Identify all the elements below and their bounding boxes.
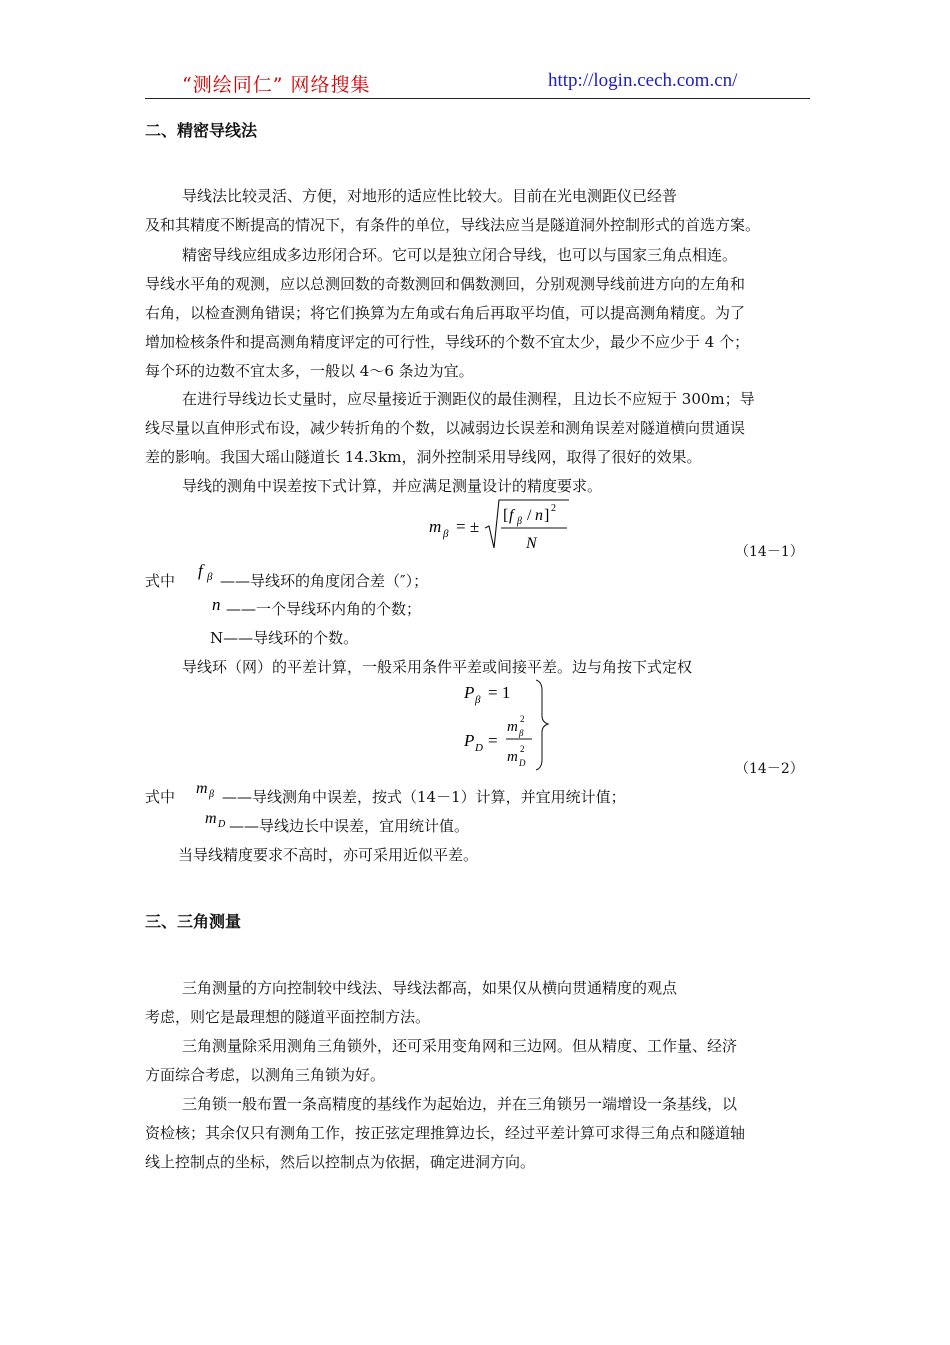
section-2-title: 二、精密导线法 [145,121,258,140]
paragraph-line: 考虑，则它是最理想的隧道平面控制方法。 [145,1008,431,1026]
svg-text:β: β [519,728,524,738]
paragraph-line: 精密导线应组成多边形闭合环。它可以是独立闭合导线，也可以与国家三角点相连。 [182,246,738,264]
paragraph-line: 右角，以检查测角错误；将它们换算为左角或右角后再取平均值，可以提高测角精度。为了 [145,304,746,322]
paragraph-line: 每个环的边数不宜太多，一般以 4～6 条边为宜。 [145,362,474,380]
svg-text:N: N [526,535,537,552]
svg-text:β: β [475,694,481,706]
svg-text:2: 2 [520,714,525,724]
paragraph-line: 三角测量除采用测角三角锁外，还可采用变角网和三边网。但从精度、工作量、经济 [182,1037,738,1055]
formula-14-2 [458,676,558,772]
svg-text:m: m [196,780,208,797]
formula-14-1 [425,496,585,556]
svg-text:[: [ [503,507,509,524]
svg-text:/: / [527,507,532,524]
equation-number: （14－2） [735,761,804,777]
svg-text:β: β [207,571,213,583]
symbol-f-beta [196,558,222,584]
svg-text:D: D [475,742,483,754]
svg-text:m: m [429,517,442,536]
header-left-text: “测绘同仁” 网络搜集 [182,74,371,96]
paragraph-line: 增加检核条件和提高测角精度评定的可行性，导线环的个数不宜太少，最少不应少于 4 个； [145,333,750,351]
header-url[interactable]: http://login.cech.com.cn/ [548,70,738,91]
section-3-title: 三、三角测量 [145,912,242,931]
svg-text:=: = [488,731,498,750]
paragraph-line: 三角锁一般布置一条高精度的基线作为起始边，并在三角锁另一端增设一条基线，以 [182,1095,738,1113]
definition-line: ——一个导线环内角的个数； [226,600,422,618]
svg-text:D: D [519,758,526,768]
definition-line: ——导线测角中误差，按式（14－1）计算，并宜用统计值； [222,788,626,806]
paragraph-line: 在进行导线边长丈量时，应尽量接近于测距仪的最佳测程，且边长不应短于 300m；导 [182,390,755,408]
symbol-m-beta [194,776,224,802]
paragraph-line: 导线水平角的观测，应以总测回数的奇数测回和偶数测回，分别观测导线前进方向的左角和 [145,275,746,293]
svg-text:P: P [464,731,475,750]
svg-text:2: 2 [520,744,525,754]
svg-text:β: β [443,528,449,540]
paragraph-line: 线上控制点的坐标，然后以控制点为依据，确定进洞方向。 [145,1153,536,1171]
svg-text:= 1: = 1 [488,683,511,702]
svg-text:n: n [212,595,221,614]
svg-text:β: β [517,516,522,527]
where-label: 式中 [145,788,176,806]
svg-text:f: f [509,507,514,524]
svg-text:β: β [209,789,214,800]
header-divider [145,98,810,99]
svg-text:D: D [218,819,226,830]
svg-text:m: m [205,810,217,827]
svg-text:2: 2 [551,503,556,514]
paragraph-line: 方面综合考虑，以测角三角锁为好。 [145,1066,386,1084]
paragraph-line: 导线环（网）的平差计算，一般采用条件平差或间接平差。边与角按下式定权 [182,658,693,676]
paragraph-line: 导线的测角中误差按下式计算，并应满足测量设计的精度要求。 [182,477,603,495]
paragraph-line: 三角测量的方向控制较中线法、导线法都高，如果仅从横向贯通精度的观点 [182,979,678,997]
definition-line: N——导线环的个数。 [210,629,359,647]
definition-line: ——导线边长中误差，宜用统计值。 [229,817,470,835]
paragraph-line: 当导线精度要求不高时，亦可采用近似平差。 [178,846,479,864]
paragraph-line: 导线法比较灵活、方便，对地形的适应性比较大。目前在光电测距仪已经普 [182,187,678,205]
paragraph-line: 资检核；其余仅只有测角工作，按正弦定理推算边长，经过平差计算可求得三角点和隧道轴 [145,1124,746,1142]
svg-text:m: m [507,749,518,765]
svg-text:]: ] [544,507,550,524]
svg-text:f: f [198,561,203,580]
paragraph-line: 差的影响。我国大瑶山隧道长 14.3km，洞外控制采用导线网，取得了很好的效果。 [145,448,702,466]
definition-line: ——导线环的角度闭合差（″）； [220,572,429,590]
equation-number: （14－1） [735,544,804,560]
svg-text:= ±: = ± [456,517,480,536]
svg-text:n: n [535,507,543,524]
paragraph-line: 线尽量以直伸形式布设，减少转折角的个数，以减弱边长误差和测角误差对隧道横向贯通误 [145,419,746,437]
svg-text:m: m [507,719,518,735]
svg-text:P: P [464,683,475,702]
paragraph-line: 及和其精度不断提高的情况下，有条件的单位，导线法应当是隧道洞外控制形式的首选方案。 [145,216,761,234]
where-label: 式中 [145,572,176,590]
